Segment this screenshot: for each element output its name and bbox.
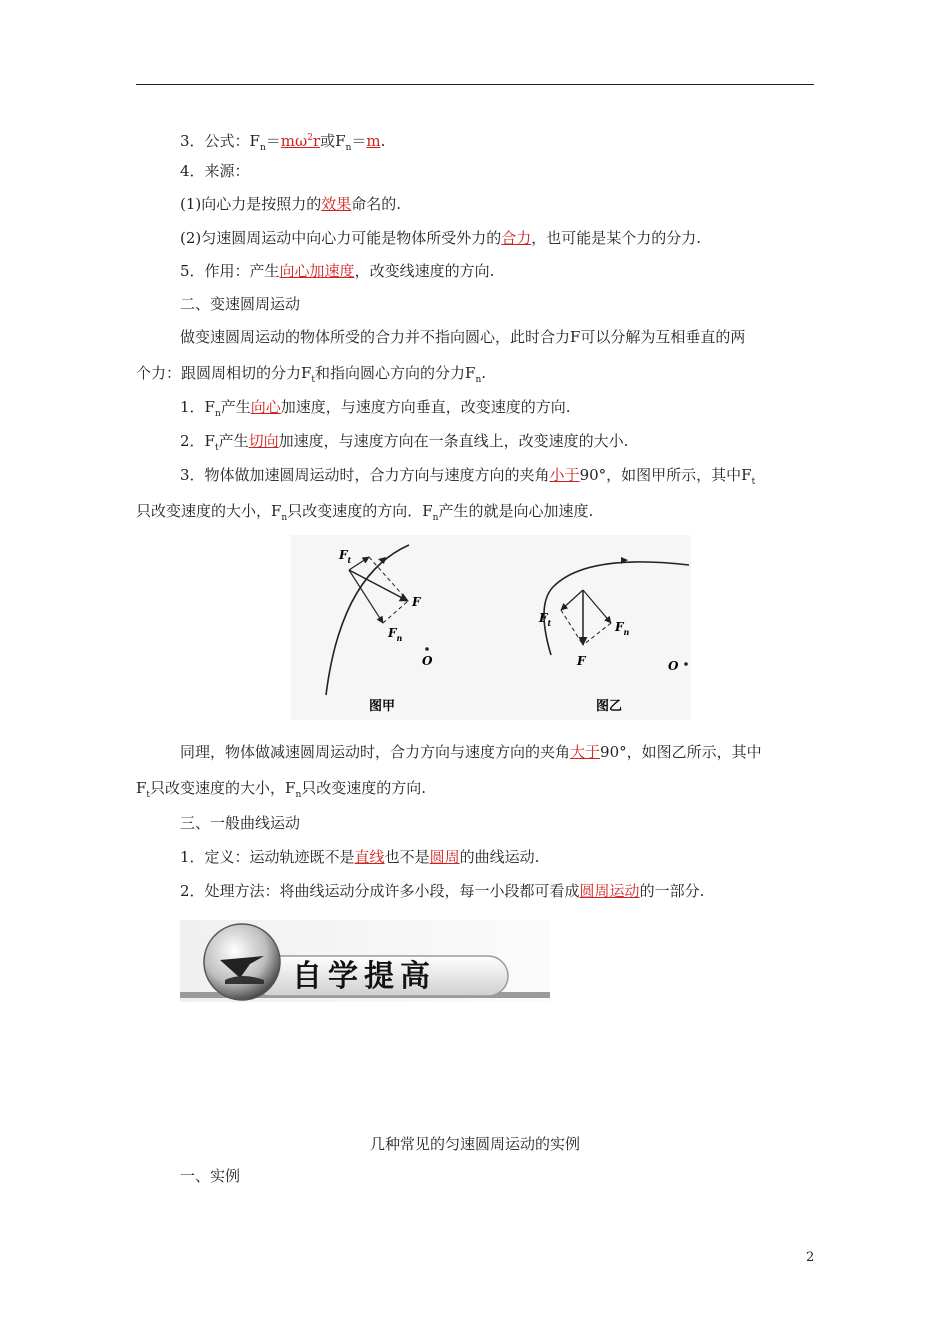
section-title: 几种常见的匀速圆周运动的实例 (369, 1135, 580, 1153)
item-accelerating: 3．物体做加速圆周运动时，合力方向与速度方向的夹角小于90°，如图甲所示，其中$F_t$ (180, 466, 756, 487)
section-general-curve: 三、一般曲线运动 (180, 814, 301, 832)
source-item-1: (1)向心力是按照力的效果命名的. (180, 195, 402, 213)
self-study-banner (180, 920, 550, 1002)
method-line: 2．处理方法：将曲线运动分成许多小段，每一小段都可看成圆周运动的一部分. (180, 882, 705, 900)
item-decelerating: 同理，物体做减速圆周运动时，合力方向与速度方向的夹角大于90°，如图乙所示，其中 (180, 743, 762, 761)
formula-line: 3．公式：$F_n=m\omega^2r$或$F_n=m$. (180, 132, 386, 153)
label-o-yi: O (668, 659, 679, 673)
dash-yi-1 (561, 610, 583, 645)
force-diagram-svg (291, 535, 691, 720)
label-ft-yi: $F_t$ (539, 611, 552, 628)
effect-line: 5．作用：产生向心加速度，改变线速度的方向. (180, 262, 495, 280)
dash-jia-1 (369, 557, 408, 601)
force-diagram (291, 535, 691, 720)
label-f-jia: F (412, 595, 421, 609)
header-rule (136, 84, 814, 85)
label-fn-yi: $F_n$ (615, 620, 630, 637)
f-arrow-jia (349, 570, 408, 601)
item-accelerating-cont: 只改变速度的大小，$F_n$只改变速度的方向．$F_n$产生的就是向心加速度. (136, 502, 594, 523)
center-dot-yi (684, 662, 688, 666)
label-o-jia: O (422, 654, 433, 668)
arc-jia (326, 545, 409, 695)
banner-svg (180, 920, 550, 1002)
label-ft-jia: $F_t$ (339, 548, 352, 565)
item-ft: 2．$F_t$产生切向加速度，与速度方向在一条直线上，改变速度的大小. (180, 432, 629, 453)
label-fn-jia: $F_n$ (388, 626, 403, 643)
ft-arrow-jia (349, 557, 369, 570)
source-heading: 4．来源： (180, 162, 250, 180)
ft-arrow-yi (561, 590, 583, 610)
caption-jia: 图甲 (369, 699, 396, 714)
caption-yi: 图乙 (596, 699, 623, 714)
dash-jia-2 (383, 601, 408, 623)
center-dot-jia (425, 647, 429, 651)
fn-arrow-yi (583, 590, 611, 623)
source-item-2: (2)匀速圆周运动中向心力可能是物体所受外力的合力，也可能是某个力的分力. (180, 229, 702, 247)
arc-yi (544, 562, 689, 655)
dash-yi-2 (583, 623, 611, 645)
label-f-yi: F (577, 654, 586, 668)
item-fn: 1．$F_n$产生向心加速度，与速度方向垂直，改变速度的方向. (180, 398, 571, 419)
definition-line: 1．定义：运动轨迹既不是直线也不是圆周的曲线运动. (180, 848, 540, 866)
page-number: 2 (806, 1250, 815, 1265)
banner-title: 自学提高 (292, 959, 436, 994)
section-variable-motion: 二、变速圆周运动 (180, 295, 301, 313)
item-decelerating-cont: $F_t$只改变速度的大小，$F_n$只改变速度的方向. (136, 779, 427, 800)
paragraph-line-1: 做变速圆周运动的物体所受的合力并不指向圆心，此时合力F可以分解为互相垂直的两 (180, 328, 746, 346)
section-subheading: 一、实例 (180, 1167, 241, 1185)
paragraph-line-2: 个力：跟圆周相切的分力$F_t$和指向圆心方向的分力$F_n$. (136, 364, 487, 385)
